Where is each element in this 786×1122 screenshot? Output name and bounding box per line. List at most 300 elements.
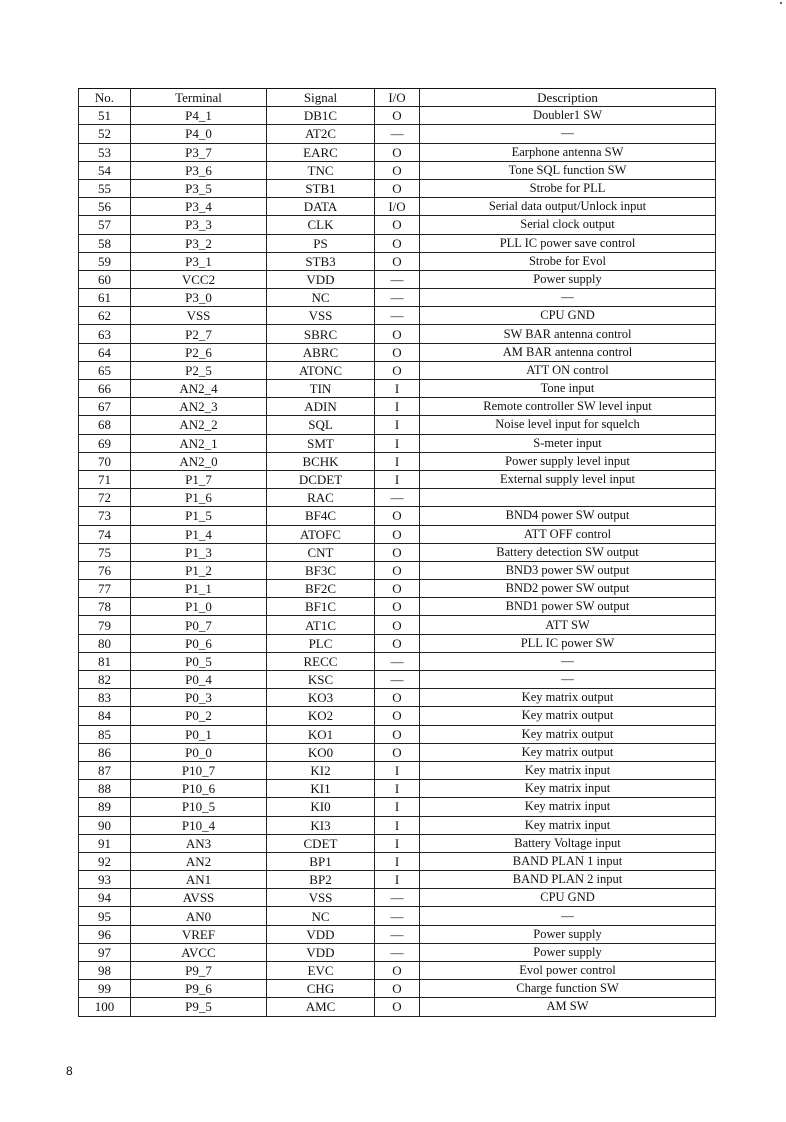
table-row bbox=[79, 361, 716, 379]
table-row bbox=[79, 925, 716, 943]
cell-terminal: P1_5 bbox=[131, 507, 267, 525]
cell-signal: STB3 bbox=[267, 252, 375, 270]
cell-description: External supply level input bbox=[420, 470, 716, 488]
table-row bbox=[79, 543, 716, 561]
cell-io: O bbox=[375, 507, 420, 525]
cell-no: 59 bbox=[79, 252, 131, 270]
cell-description: Power supply level input bbox=[420, 452, 716, 470]
pin-table bbox=[78, 88, 716, 1017]
cell-description: Battery detection SW output bbox=[420, 543, 716, 561]
cell-terminal: VCC2 bbox=[131, 270, 267, 288]
cell-terminal: AN2_1 bbox=[131, 434, 267, 452]
cell-description: PLL IC power SW bbox=[420, 634, 716, 652]
cell-io: O bbox=[375, 361, 420, 379]
cell-io: — bbox=[375, 652, 420, 670]
cell-no: 83 bbox=[79, 689, 131, 707]
cell-io: — bbox=[375, 489, 420, 507]
cell-no: 88 bbox=[79, 780, 131, 798]
cell-no: 93 bbox=[79, 871, 131, 889]
cell-io: I bbox=[375, 470, 420, 488]
cell-signal: ATONC bbox=[267, 361, 375, 379]
cell-io: — bbox=[375, 289, 420, 307]
cell-io: O bbox=[375, 707, 420, 725]
cell-io: O bbox=[375, 543, 420, 561]
cell-terminal: AN1 bbox=[131, 871, 267, 889]
cell-description: Key matrix input bbox=[420, 761, 716, 779]
cell-signal: KO2 bbox=[267, 707, 375, 725]
table-row bbox=[79, 489, 716, 507]
cell-signal: KI1 bbox=[267, 780, 375, 798]
table-row bbox=[79, 798, 716, 816]
table-row bbox=[79, 325, 716, 343]
cell-terminal: AN2 bbox=[131, 852, 267, 870]
cell-description: Serial clock output bbox=[420, 216, 716, 234]
cell-description: Tone SQL function SW bbox=[420, 161, 716, 179]
cell-signal: NC bbox=[267, 289, 375, 307]
cell-signal: PLC bbox=[267, 634, 375, 652]
table-row bbox=[79, 980, 716, 998]
cell-signal: EVC bbox=[267, 962, 375, 980]
cell-terminal: P3_0 bbox=[131, 289, 267, 307]
cell-description: BND1 power SW output bbox=[420, 598, 716, 616]
cell-io: — bbox=[375, 307, 420, 325]
cell-no: 76 bbox=[79, 561, 131, 579]
cell-no: 60 bbox=[79, 270, 131, 288]
cell-no: 94 bbox=[79, 889, 131, 907]
cell-description: S-meter input bbox=[420, 434, 716, 452]
cell-io: O bbox=[375, 634, 420, 652]
cell-no: 54 bbox=[79, 161, 131, 179]
table-row bbox=[79, 198, 716, 216]
cell-terminal: P0_1 bbox=[131, 725, 267, 743]
cell-signal: DB1C bbox=[267, 107, 375, 125]
table-row bbox=[79, 634, 716, 652]
cell-description: Doubler1 SW bbox=[420, 107, 716, 125]
cell-description: Key matrix input bbox=[420, 780, 716, 798]
cell-description: — bbox=[420, 125, 716, 143]
cell-description: Serial data output/Unlock input bbox=[420, 198, 716, 216]
table-row bbox=[79, 107, 716, 125]
page-number: 8 bbox=[66, 1064, 73, 1078]
cell-signal: CDET bbox=[267, 834, 375, 852]
cell-io: I bbox=[375, 816, 420, 834]
cell-signal: KI3 bbox=[267, 816, 375, 834]
cell-terminal: AN2_3 bbox=[131, 398, 267, 416]
cell-signal: STB1 bbox=[267, 179, 375, 197]
cell-signal: BP1 bbox=[267, 852, 375, 870]
cell-terminal: AVCC bbox=[131, 943, 267, 961]
cell-io: — bbox=[375, 943, 420, 961]
cell-description: PLL IC power save control bbox=[420, 234, 716, 252]
cell-signal: KI2 bbox=[267, 761, 375, 779]
corner-mark bbox=[780, 2, 782, 4]
cell-terminal: AN2_2 bbox=[131, 416, 267, 434]
cell-terminal: P0_3 bbox=[131, 689, 267, 707]
cell-no: 65 bbox=[79, 361, 131, 379]
cell-io: I bbox=[375, 834, 420, 852]
table-row bbox=[79, 834, 716, 852]
cell-signal: ABRC bbox=[267, 343, 375, 361]
table-row bbox=[79, 780, 716, 798]
cell-io: — bbox=[375, 125, 420, 143]
cell-io: O bbox=[375, 598, 420, 616]
table-row bbox=[79, 252, 716, 270]
cell-no: 80 bbox=[79, 634, 131, 652]
cell-signal: RAC bbox=[267, 489, 375, 507]
cell-description: Noise level input for squelch bbox=[420, 416, 716, 434]
cell-description: Key matrix output bbox=[420, 743, 716, 761]
cell-no: 72 bbox=[79, 489, 131, 507]
cell-terminal: P0_0 bbox=[131, 743, 267, 761]
cell-description: — bbox=[420, 652, 716, 670]
cell-description bbox=[420, 489, 716, 507]
cell-no: 79 bbox=[79, 616, 131, 634]
cell-no: 55 bbox=[79, 179, 131, 197]
table-row bbox=[79, 525, 716, 543]
table-row bbox=[79, 561, 716, 579]
cell-no: 51 bbox=[79, 107, 131, 125]
cell-terminal: P9_5 bbox=[131, 998, 267, 1016]
header-terminal: Terminal bbox=[131, 89, 267, 107]
cell-no: 58 bbox=[79, 234, 131, 252]
cell-terminal: P3_5 bbox=[131, 179, 267, 197]
table-row bbox=[79, 580, 716, 598]
cell-no: 68 bbox=[79, 416, 131, 434]
cell-no: 57 bbox=[79, 216, 131, 234]
cell-terminal: P1_7 bbox=[131, 470, 267, 488]
cell-terminal: P9_7 bbox=[131, 962, 267, 980]
table-row bbox=[79, 452, 716, 470]
cell-signal: DCDET bbox=[267, 470, 375, 488]
cell-terminal: AN2_4 bbox=[131, 380, 267, 398]
cell-description: Strobe for Evol bbox=[420, 252, 716, 270]
cell-terminal: P3_3 bbox=[131, 216, 267, 234]
cell-terminal: P1_0 bbox=[131, 598, 267, 616]
cell-signal: TIN bbox=[267, 380, 375, 398]
cell-no: 74 bbox=[79, 525, 131, 543]
cell-io: O bbox=[375, 980, 420, 998]
cell-signal: PS bbox=[267, 234, 375, 252]
cell-io: O bbox=[375, 743, 420, 761]
table-row bbox=[79, 871, 716, 889]
cell-terminal: P10_4 bbox=[131, 816, 267, 834]
cell-signal: BCHK bbox=[267, 452, 375, 470]
cell-io: I bbox=[375, 452, 420, 470]
cell-signal: VSS bbox=[267, 307, 375, 325]
table-row bbox=[79, 707, 716, 725]
cell-io: — bbox=[375, 270, 420, 288]
cell-io: I bbox=[375, 871, 420, 889]
cell-signal: AMC bbox=[267, 998, 375, 1016]
cell-io: O bbox=[375, 107, 420, 125]
cell-terminal: P1_6 bbox=[131, 489, 267, 507]
cell-terminal: P2_6 bbox=[131, 343, 267, 361]
cell-description: CPU GND bbox=[420, 307, 716, 325]
cell-description: BND2 power SW output bbox=[420, 580, 716, 598]
cell-no: 82 bbox=[79, 671, 131, 689]
cell-description: ATT OFF control bbox=[420, 525, 716, 543]
table-row bbox=[79, 179, 716, 197]
cell-io: I/O bbox=[375, 198, 420, 216]
cell-io: — bbox=[375, 925, 420, 943]
cell-no: 99 bbox=[79, 980, 131, 998]
cell-terminal: P9_6 bbox=[131, 980, 267, 998]
cell-terminal: P3_1 bbox=[131, 252, 267, 270]
cell-no: 73 bbox=[79, 507, 131, 525]
cell-no: 56 bbox=[79, 198, 131, 216]
table-row bbox=[79, 889, 716, 907]
cell-signal: EARC bbox=[267, 143, 375, 161]
cell-no: 70 bbox=[79, 452, 131, 470]
cell-no: 90 bbox=[79, 816, 131, 834]
cell-io: O bbox=[375, 689, 420, 707]
cell-signal: VDD bbox=[267, 925, 375, 943]
cell-io: — bbox=[375, 907, 420, 925]
cell-description: Key matrix output bbox=[420, 725, 716, 743]
cell-io: O bbox=[375, 580, 420, 598]
cell-io: O bbox=[375, 216, 420, 234]
cell-io: — bbox=[375, 889, 420, 907]
cell-description: — bbox=[420, 907, 716, 925]
cell-io: I bbox=[375, 380, 420, 398]
cell-description: — bbox=[420, 671, 716, 689]
cell-description: Key matrix input bbox=[420, 816, 716, 834]
cell-io: O bbox=[375, 161, 420, 179]
cell-no: 100 bbox=[79, 998, 131, 1016]
cell-io: O bbox=[375, 143, 420, 161]
cell-signal: BF2C bbox=[267, 580, 375, 598]
cell-no: 67 bbox=[79, 398, 131, 416]
cell-no: 98 bbox=[79, 962, 131, 980]
cell-terminal: VSS bbox=[131, 307, 267, 325]
cell-io: I bbox=[375, 416, 420, 434]
table-row bbox=[79, 689, 716, 707]
cell-description: BAND PLAN 1 input bbox=[420, 852, 716, 870]
cell-signal: BP2 bbox=[267, 871, 375, 889]
cell-io: I bbox=[375, 852, 420, 870]
cell-terminal: P0_5 bbox=[131, 652, 267, 670]
cell-io: O bbox=[375, 343, 420, 361]
cell-io: O bbox=[375, 616, 420, 634]
table-row bbox=[79, 470, 716, 488]
cell-io: O bbox=[375, 998, 420, 1016]
cell-no: 89 bbox=[79, 798, 131, 816]
cell-terminal: VREF bbox=[131, 925, 267, 943]
cell-signal: KO1 bbox=[267, 725, 375, 743]
cell-description: Tone input bbox=[420, 380, 716, 398]
table-row bbox=[79, 507, 716, 525]
cell-terminal: P1_1 bbox=[131, 580, 267, 598]
table-row bbox=[79, 270, 716, 288]
table-row bbox=[79, 234, 716, 252]
cell-no: 64 bbox=[79, 343, 131, 361]
cell-no: 91 bbox=[79, 834, 131, 852]
cell-signal: AT1C bbox=[267, 616, 375, 634]
cell-signal: BF4C bbox=[267, 507, 375, 525]
cell-io: I bbox=[375, 780, 420, 798]
cell-signal: CNT bbox=[267, 543, 375, 561]
cell-signal: KO0 bbox=[267, 743, 375, 761]
cell-signal: NC bbox=[267, 907, 375, 925]
cell-description: Power supply bbox=[420, 943, 716, 961]
cell-signal: ATOFC bbox=[267, 525, 375, 543]
cell-io: O bbox=[375, 525, 420, 543]
cell-terminal: P2_7 bbox=[131, 325, 267, 343]
cell-signal: DATA bbox=[267, 198, 375, 216]
table-row bbox=[79, 907, 716, 925]
cell-io: O bbox=[375, 962, 420, 980]
cell-no: 78 bbox=[79, 598, 131, 616]
cell-description: BND4 power SW output bbox=[420, 507, 716, 525]
cell-terminal: P10_6 bbox=[131, 780, 267, 798]
cell-terminal: P4_0 bbox=[131, 125, 267, 143]
cell-description: Power supply bbox=[420, 270, 716, 288]
table-row bbox=[79, 998, 716, 1016]
cell-io: O bbox=[375, 725, 420, 743]
cell-terminal: P0_6 bbox=[131, 634, 267, 652]
cell-terminal: P10_7 bbox=[131, 761, 267, 779]
cell-io: O bbox=[375, 179, 420, 197]
cell-terminal: P0_4 bbox=[131, 671, 267, 689]
cell-no: 66 bbox=[79, 380, 131, 398]
table-row bbox=[79, 761, 716, 779]
cell-io: — bbox=[375, 671, 420, 689]
cell-description: — bbox=[420, 289, 716, 307]
cell-no: 95 bbox=[79, 907, 131, 925]
table-row bbox=[79, 380, 716, 398]
cell-terminal: AN0 bbox=[131, 907, 267, 925]
cell-terminal: P1_2 bbox=[131, 561, 267, 579]
cell-signal: BF3C bbox=[267, 561, 375, 579]
cell-io: I bbox=[375, 398, 420, 416]
cell-signal: CLK bbox=[267, 216, 375, 234]
table-row bbox=[79, 289, 716, 307]
cell-description: Key matrix input bbox=[420, 798, 716, 816]
cell-no: 85 bbox=[79, 725, 131, 743]
cell-description: SW BAR antenna control bbox=[420, 325, 716, 343]
table-row bbox=[79, 416, 716, 434]
table-row bbox=[79, 962, 716, 980]
cell-no: 96 bbox=[79, 925, 131, 943]
cell-signal: KSC bbox=[267, 671, 375, 689]
cell-description: Earphone antenna SW bbox=[420, 143, 716, 161]
cell-io: O bbox=[375, 234, 420, 252]
cell-description: Power supply bbox=[420, 925, 716, 943]
table-row bbox=[79, 216, 716, 234]
table-row bbox=[79, 671, 716, 689]
cell-signal: AT2C bbox=[267, 125, 375, 143]
cell-signal: SMT bbox=[267, 434, 375, 452]
cell-signal: KI0 bbox=[267, 798, 375, 816]
cell-description: AM SW bbox=[420, 998, 716, 1016]
cell-no: 77 bbox=[79, 580, 131, 598]
cell-description: CPU GND bbox=[420, 889, 716, 907]
cell-no: 86 bbox=[79, 743, 131, 761]
header-no: No. bbox=[79, 89, 131, 107]
cell-no: 69 bbox=[79, 434, 131, 452]
cell-io: O bbox=[375, 252, 420, 270]
cell-no: 92 bbox=[79, 852, 131, 870]
table-row bbox=[79, 598, 716, 616]
cell-no: 53 bbox=[79, 143, 131, 161]
header-io: I/O bbox=[375, 89, 420, 107]
table-row bbox=[79, 725, 716, 743]
cell-signal: RECC bbox=[267, 652, 375, 670]
cell-terminal: P0_2 bbox=[131, 707, 267, 725]
cell-description: ATT SW bbox=[420, 616, 716, 634]
header-description: Description bbox=[420, 89, 716, 107]
cell-terminal: P3_7 bbox=[131, 143, 267, 161]
cell-terminal: AVSS bbox=[131, 889, 267, 907]
header-signal: Signal bbox=[267, 89, 375, 107]
cell-description: Key matrix output bbox=[420, 689, 716, 707]
cell-no: 71 bbox=[79, 470, 131, 488]
cell-signal: CHG bbox=[267, 980, 375, 998]
cell-signal: VSS bbox=[267, 889, 375, 907]
cell-no: 81 bbox=[79, 652, 131, 670]
cell-terminal: P3_2 bbox=[131, 234, 267, 252]
cell-terminal: P2_5 bbox=[131, 361, 267, 379]
table-row bbox=[79, 616, 716, 634]
cell-no: 84 bbox=[79, 707, 131, 725]
table-row bbox=[79, 652, 716, 670]
cell-description: Strobe for PLL bbox=[420, 179, 716, 197]
cell-description: BAND PLAN 2 input bbox=[420, 871, 716, 889]
cell-description: Key matrix output bbox=[420, 707, 716, 725]
cell-terminal: P3_4 bbox=[131, 198, 267, 216]
cell-terminal: AN2_0 bbox=[131, 452, 267, 470]
cell-no: 97 bbox=[79, 943, 131, 961]
cell-terminal: AN3 bbox=[131, 834, 267, 852]
cell-description: Battery Voltage input bbox=[420, 834, 716, 852]
cell-io: I bbox=[375, 434, 420, 452]
cell-description: Remote controller SW level input bbox=[420, 398, 716, 416]
cell-description: BND3 power SW output bbox=[420, 561, 716, 579]
cell-terminal: P1_4 bbox=[131, 525, 267, 543]
cell-io: O bbox=[375, 325, 420, 343]
cell-description: Charge function SW bbox=[420, 980, 716, 998]
table-row bbox=[79, 398, 716, 416]
table-row bbox=[79, 307, 716, 325]
cell-description: AM BAR antenna control bbox=[420, 343, 716, 361]
cell-description: ATT ON control bbox=[420, 361, 716, 379]
cell-no: 63 bbox=[79, 325, 131, 343]
table-row bbox=[79, 143, 716, 161]
table-header-row bbox=[79, 89, 716, 107]
cell-signal: KO3 bbox=[267, 689, 375, 707]
table-row bbox=[79, 125, 716, 143]
table-row bbox=[79, 943, 716, 961]
cell-signal: VDD bbox=[267, 943, 375, 961]
cell-io: I bbox=[375, 761, 420, 779]
table-row bbox=[79, 743, 716, 761]
cell-io: I bbox=[375, 798, 420, 816]
table-body bbox=[79, 107, 716, 1016]
cell-no: 62 bbox=[79, 307, 131, 325]
cell-no: 52 bbox=[79, 125, 131, 143]
table-row bbox=[79, 343, 716, 361]
cell-signal: SBRC bbox=[267, 325, 375, 343]
table-row bbox=[79, 434, 716, 452]
table-row bbox=[79, 816, 716, 834]
table-row bbox=[79, 852, 716, 870]
cell-description: Evol power control bbox=[420, 962, 716, 980]
cell-terminal: P0_7 bbox=[131, 616, 267, 634]
cell-no: 75 bbox=[79, 543, 131, 561]
cell-terminal: P10_5 bbox=[131, 798, 267, 816]
cell-no: 87 bbox=[79, 761, 131, 779]
cell-no: 61 bbox=[79, 289, 131, 307]
